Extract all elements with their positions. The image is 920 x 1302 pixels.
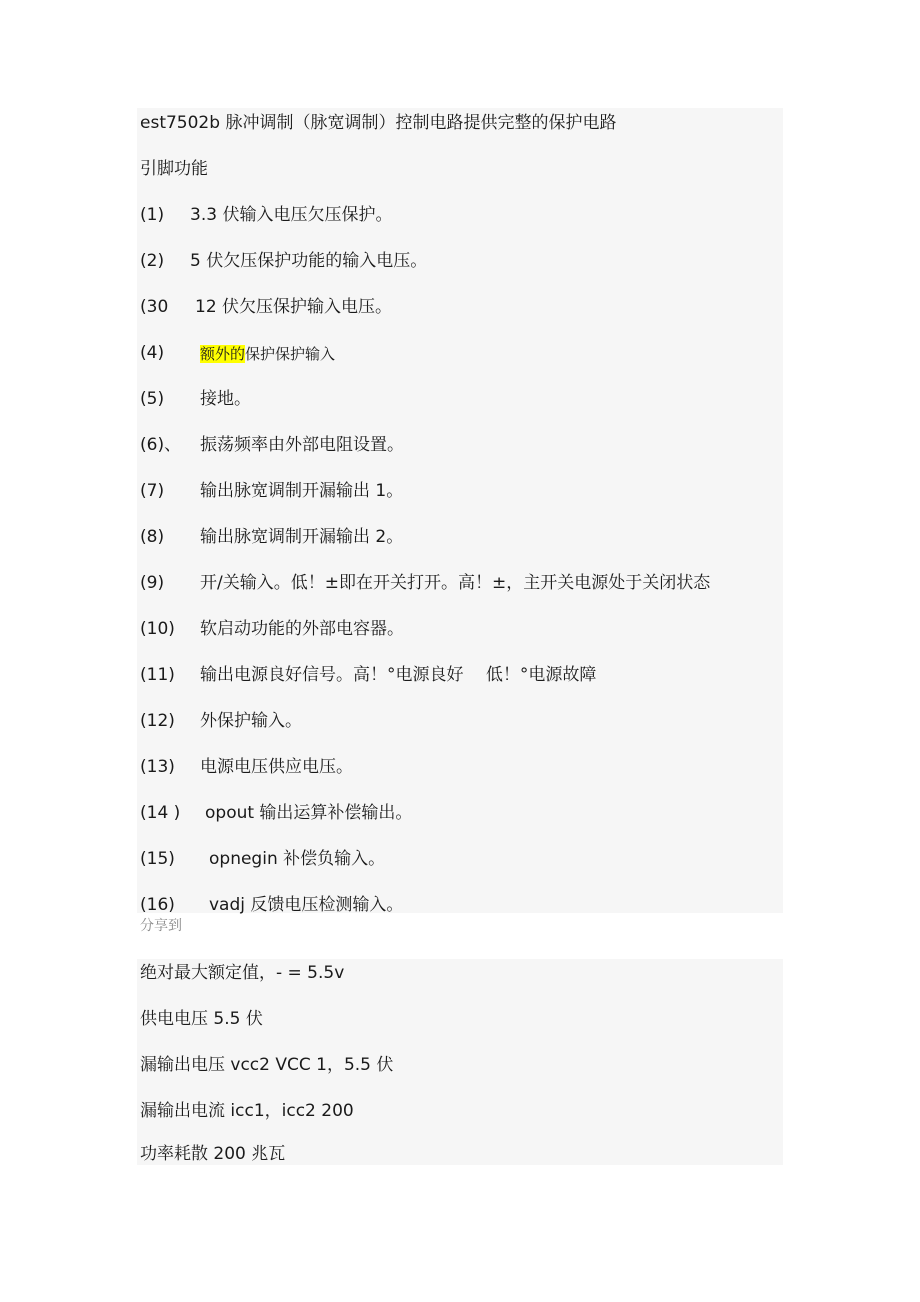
pin-description: 3.3 伏输入电压欠压保护。 bbox=[190, 205, 393, 225]
rating-line bbox=[140, 962, 344, 984]
share-link[interactable]: 分享到 bbox=[140, 918, 182, 934]
pin-number: (16) bbox=[140, 895, 175, 915]
rating-text: 功率耗散 200 兆瓦 bbox=[140, 1144, 286, 1164]
pin-number: (6)、 bbox=[140, 435, 182, 455]
pin-description bbox=[200, 343, 335, 365]
content-block-absolute-ratings bbox=[137, 959, 783, 1165]
pin-description: 12 伏欠压保护输入电压。 bbox=[195, 297, 393, 317]
pin-number: (14 ) bbox=[140, 803, 181, 823]
subheading-text: 引脚功能 bbox=[140, 159, 208, 179]
pin-description: opout 输出运算补偿输出。 bbox=[205, 803, 413, 823]
pin-description: opnegin 补偿负输入。 bbox=[209, 849, 386, 869]
pin-number: (2) bbox=[140, 251, 165, 271]
pin-number: (1) bbox=[140, 205, 165, 225]
pin-description: 振荡频率由外部电阻设置。 bbox=[200, 435, 404, 455]
pin-description: 开/关输入。低！±即在开关打开。高！±，主开关电源处于关闭状态 bbox=[200, 573, 711, 593]
pin-number: (9) bbox=[140, 573, 165, 593]
pin-description: 输出脉宽调制开漏输出 2。 bbox=[200, 527, 404, 547]
content-block-pin-functions bbox=[137, 108, 783, 913]
pin-description-rest: 保护保护输入 bbox=[245, 345, 336, 363]
rating-line bbox=[140, 1100, 354, 1122]
rating-text: 绝对最大额定值，- = 5.5v bbox=[140, 963, 345, 983]
highlighted-text: 额外的 bbox=[200, 345, 246, 363]
pin-number: (15) bbox=[140, 849, 175, 869]
subheading-pin-functions bbox=[140, 158, 208, 180]
pin-number: (30 bbox=[140, 297, 169, 317]
pin-number: (10) bbox=[140, 619, 175, 639]
rating-line bbox=[140, 1054, 393, 1076]
pin-description: 软启动功能的外部电容器。 bbox=[200, 619, 404, 639]
rating-line bbox=[140, 1143, 285, 1165]
rating-text: 供电电压 5.5 伏 bbox=[140, 1009, 263, 1029]
pin-number: (7) bbox=[140, 481, 165, 501]
pin-number: (8) bbox=[140, 527, 165, 547]
pin-number: (5) bbox=[140, 389, 165, 409]
rating-line bbox=[140, 1008, 263, 1030]
pin-description: 外保护输入。 bbox=[200, 711, 302, 731]
pin-description: 电源电压供应电压。 bbox=[200, 757, 353, 777]
rating-text: 漏输出电流 icc1，icc2 200 bbox=[140, 1101, 354, 1121]
pin-number: (12) bbox=[140, 711, 175, 731]
pin-description: 输出电源良好信号。高！°电源良好 低！°电源故障 bbox=[200, 665, 597, 685]
pin-number: (11) bbox=[140, 665, 175, 685]
pin-description: 5 伏欠压保护功能的输入电压。 bbox=[190, 251, 428, 271]
rating-text: 漏输出电压 vcc2 VCC 1，5.5 伏 bbox=[140, 1055, 394, 1075]
pin-number: (13) bbox=[140, 757, 175, 777]
pin-description: 输出脉宽调制开漏输出 1。 bbox=[200, 481, 404, 501]
heading-title bbox=[140, 112, 616, 134]
heading-title-text: est7502b 脉冲调制（脉宽调制）控制电路提供完整的保护电路 bbox=[140, 113, 617, 133]
pin-description: vadj 反馈电压检测输入。 bbox=[209, 895, 404, 915]
pin-number: (4) bbox=[140, 343, 165, 363]
pin-description: 接地。 bbox=[200, 389, 251, 409]
